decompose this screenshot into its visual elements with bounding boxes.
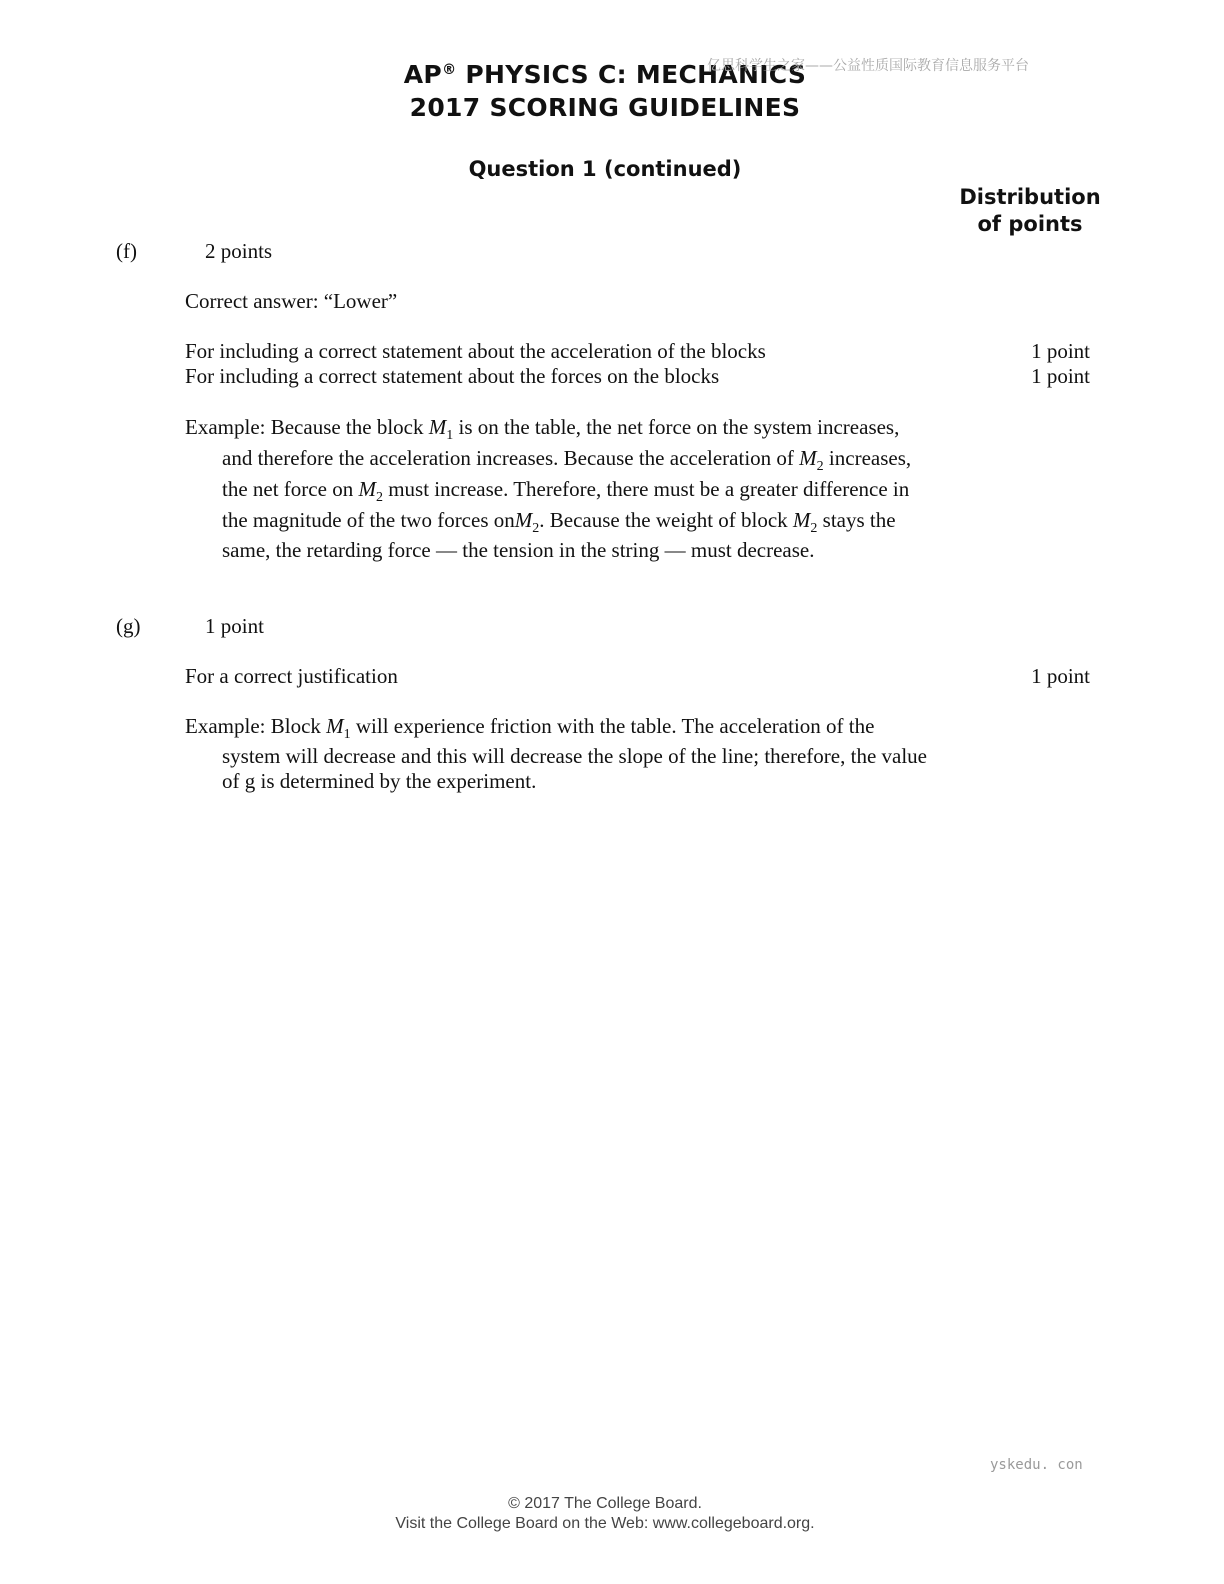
criterion-forces: For including a correct statement about the forces on the blocks [185,364,720,388]
part-g-label: (g) [116,614,141,638]
page-subtitle: 2017 SCORING GUIDELINES [409,93,801,122]
part-g-example-line [185,714,874,743]
part-g-example-line: system will decrease and this will decrease the slope of the line; therefore, the value [222,744,927,768]
math-var: M [428,415,447,439]
example-text: increases, [823,446,912,470]
criterion-acceleration-points: 1 point [1031,339,1090,363]
example-text: the net force on [222,477,359,501]
example-text: Example: Block [185,714,327,738]
example-text: and therefore the acceleration increases. Because the acceleration of [222,446,800,470]
example-text: will experience friction with the table. The acceleration of the [350,714,875,738]
site-watermark: yskedu. con [990,1457,1083,1473]
title-ap: AP [403,60,443,89]
part-f-example-line [222,446,911,475]
math-m1 [428,415,454,443]
footer-visit: Visit the College Board on the Web: www.collegeboard.org. [395,1515,815,1532]
example-text: must increase. Therefore, there must be a greater difference in [382,477,910,501]
math-var: M [799,446,817,470]
part-g-example-line: of g is determined by the experiment. [222,769,537,793]
criterion-acceleration: For including a correct statement about the acceleration of the blocks [185,339,766,363]
distribution-line1: Distribution [959,185,1101,209]
distribution-line2: of points [977,212,1083,236]
math-m1 [326,714,351,742]
math-sub: 2 [816,459,824,474]
math-sub: 2 [810,521,818,536]
example-text: Example: Because the block [185,415,429,439]
math-var: M [792,508,811,532]
part-f-points: 2 points [205,239,273,263]
math-m2 [792,508,818,536]
part-f-label: (f) [116,239,137,263]
question-title: Question 1 (continued) [468,157,742,181]
criterion-justification-points: 1 point [1031,664,1090,688]
watermark-text: 亿思科学生之家——公益性质国际教育信息服务平台 [707,58,1029,74]
part-f-example-line [222,477,909,506]
math-var: M [326,714,344,738]
example-text: the magnitude of the two forces on [222,508,515,532]
math-sub: 2 [532,521,540,536]
math-m2 [799,446,824,474]
part-f-example-line [222,508,896,537]
registered-mark: ® [442,62,457,78]
math-var: M [514,508,533,532]
example-text: . Because the weight of block [539,508,793,532]
footer-copyright: © 2017 The College Board. [508,1495,702,1512]
math-m2 [514,508,540,536]
math-sub: 2 [375,490,383,505]
math-m2 [358,477,383,505]
part-f-example-line: same, the retarding force — the tension in the string — must decrease. [222,538,815,562]
distribution-header [940,184,1120,238]
criterion-forces-points: 1 point [1031,364,1090,388]
criterion-justification: For a correct justification [185,664,398,688]
part-f-example-line [185,415,899,444]
part-f-correct-answer: Correct answer: “Lower” [185,289,398,313]
part-g-points: 1 point [205,614,264,638]
example-text: is on the table, the net force on the system increases, [453,415,900,439]
title-subject: PHYSICS C: MECHANICS [456,60,807,89]
math-sub: 1 [343,727,351,742]
example-text: stays the [817,508,896,532]
math-var: M [358,477,376,501]
math-sub: 1 [446,428,454,443]
